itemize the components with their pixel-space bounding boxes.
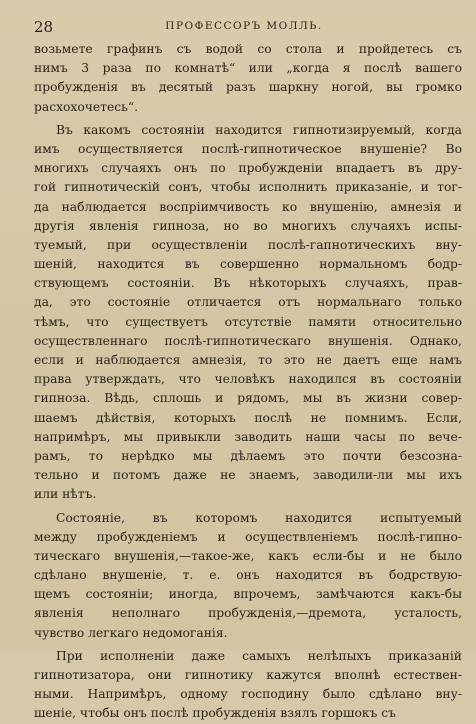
text-line: Въ какомъ состояніи находится гипнотизируемый, когда bbox=[56, 122, 462, 137]
text-line: При исполненіи даже самыхъ нелѣпыхъ приказаній bbox=[56, 648, 462, 663]
text-line: рамъ, то нерѣдко мы дѣлаемъ это почти безсозна- bbox=[34, 448, 462, 463]
text-line: сдѣлано внушеніе, т. е. онъ находится въ бодрствую- bbox=[34, 568, 462, 583]
page-number: 28 bbox=[34, 18, 54, 36]
running-title: ПРОФЕССОРЪ МОЛЛЬ. bbox=[165, 20, 323, 32]
text-line: ствующемъ состояніи. Въ нѣкоторыхъ случаяхъ, прав- bbox=[34, 276, 462, 291]
text-line: гипноза. Вѣдь, сплошь и рядомъ, мы въ жизни совер- bbox=[34, 391, 462, 406]
paragraph bbox=[34, 509, 462, 643]
text-line: права утверждать, что человѣкъ находился въ состояніи bbox=[34, 372, 462, 387]
paragraph bbox=[34, 647, 462, 724]
text-line: тическаго внушенія,—такое-же, какъ если-бы и не было bbox=[34, 548, 462, 563]
text-line: тѣмъ, что существуетъ отсутствіе памяти относительно bbox=[34, 314, 462, 329]
text-line: шаемъ дѣйствія, которыхъ послѣ не помнимъ. Если, bbox=[34, 410, 462, 425]
text-line: пробужденія въ десятый разъ шаркну ногой, вы громко bbox=[34, 80, 462, 95]
text-line: напримѣръ, мы привыкли заводить наши часы по вече- bbox=[34, 429, 462, 444]
text-line: между пробужденіемъ и осуществленіемъ послѣ-гипно- bbox=[34, 529, 462, 544]
text-line: многихъ случаяхъ онъ по пробужденіи впадаетъ въ дру- bbox=[34, 161, 462, 176]
text-line: явленія неполнаго пробужденія,—дремота, усталость, bbox=[34, 606, 462, 621]
text-line: да, это состояніе отличается отъ нормальнаго только bbox=[34, 295, 462, 310]
body-text bbox=[34, 40, 462, 724]
text-line: туемый, при осуществленіи послѣ-гапнотическихъ вну- bbox=[34, 237, 462, 252]
text-line: осуществленнаго послѣ-гипнотическаго внушенія. Однако, bbox=[34, 333, 462, 348]
text-line: чувство легкаго недомоганія. bbox=[34, 625, 228, 640]
text-line: расхохочетесь“. bbox=[34, 99, 139, 114]
text-line: если и наблюдается амнезія, то это не даетъ еще намъ bbox=[34, 353, 462, 367]
text-line: Состояніе, въ которомъ находится испытуемый bbox=[56, 510, 462, 525]
text-line: да наблюдается воспріимчивость ко внушенію, амнезія и bbox=[34, 199, 462, 214]
text-line: ными. Напримѣръ, одному господину было сдѣлано вну- bbox=[34, 687, 462, 702]
text-line: имъ осуществляется послѣ-гипнотическое внушеніе? Во bbox=[34, 141, 462, 156]
text-line: или нѣтъ. bbox=[34, 487, 97, 502]
paragraph bbox=[34, 40, 462, 117]
text-line: нимъ 3 раза по комнатѣ“ или „когда я послѣ вашего bbox=[34, 61, 462, 76]
text-line: щемъ состояніи; иногда, впрочемъ, замѣчаются какъ-бы bbox=[34, 587, 462, 602]
paragraph bbox=[34, 121, 462, 505]
text-line: гой гипнотическій сонъ, чтобы исполнить приказаніе, и тог- bbox=[34, 180, 462, 195]
text-line: тельно и потомъ даже не знаемъ, заводили-ли мы ихъ bbox=[34, 468, 462, 483]
text-line: другія явленія гипноза, но во многихъ случаяхъ испы- bbox=[34, 218, 462, 233]
text-line: возьмете графинъ съ водой со стола и пройдетесь съ bbox=[34, 42, 462, 56]
text-line: шеніе, чтобы онъ послѣ пробужденія взялъ горшокъ съ bbox=[34, 706, 397, 721]
page-header bbox=[34, 18, 454, 38]
text-line: гипнотизатора, они гипнотику кажутся вполнѣ естествен- bbox=[34, 668, 462, 682]
text-line: шеній, находится въ совершенно нормальномъ бодр- bbox=[34, 257, 462, 272]
